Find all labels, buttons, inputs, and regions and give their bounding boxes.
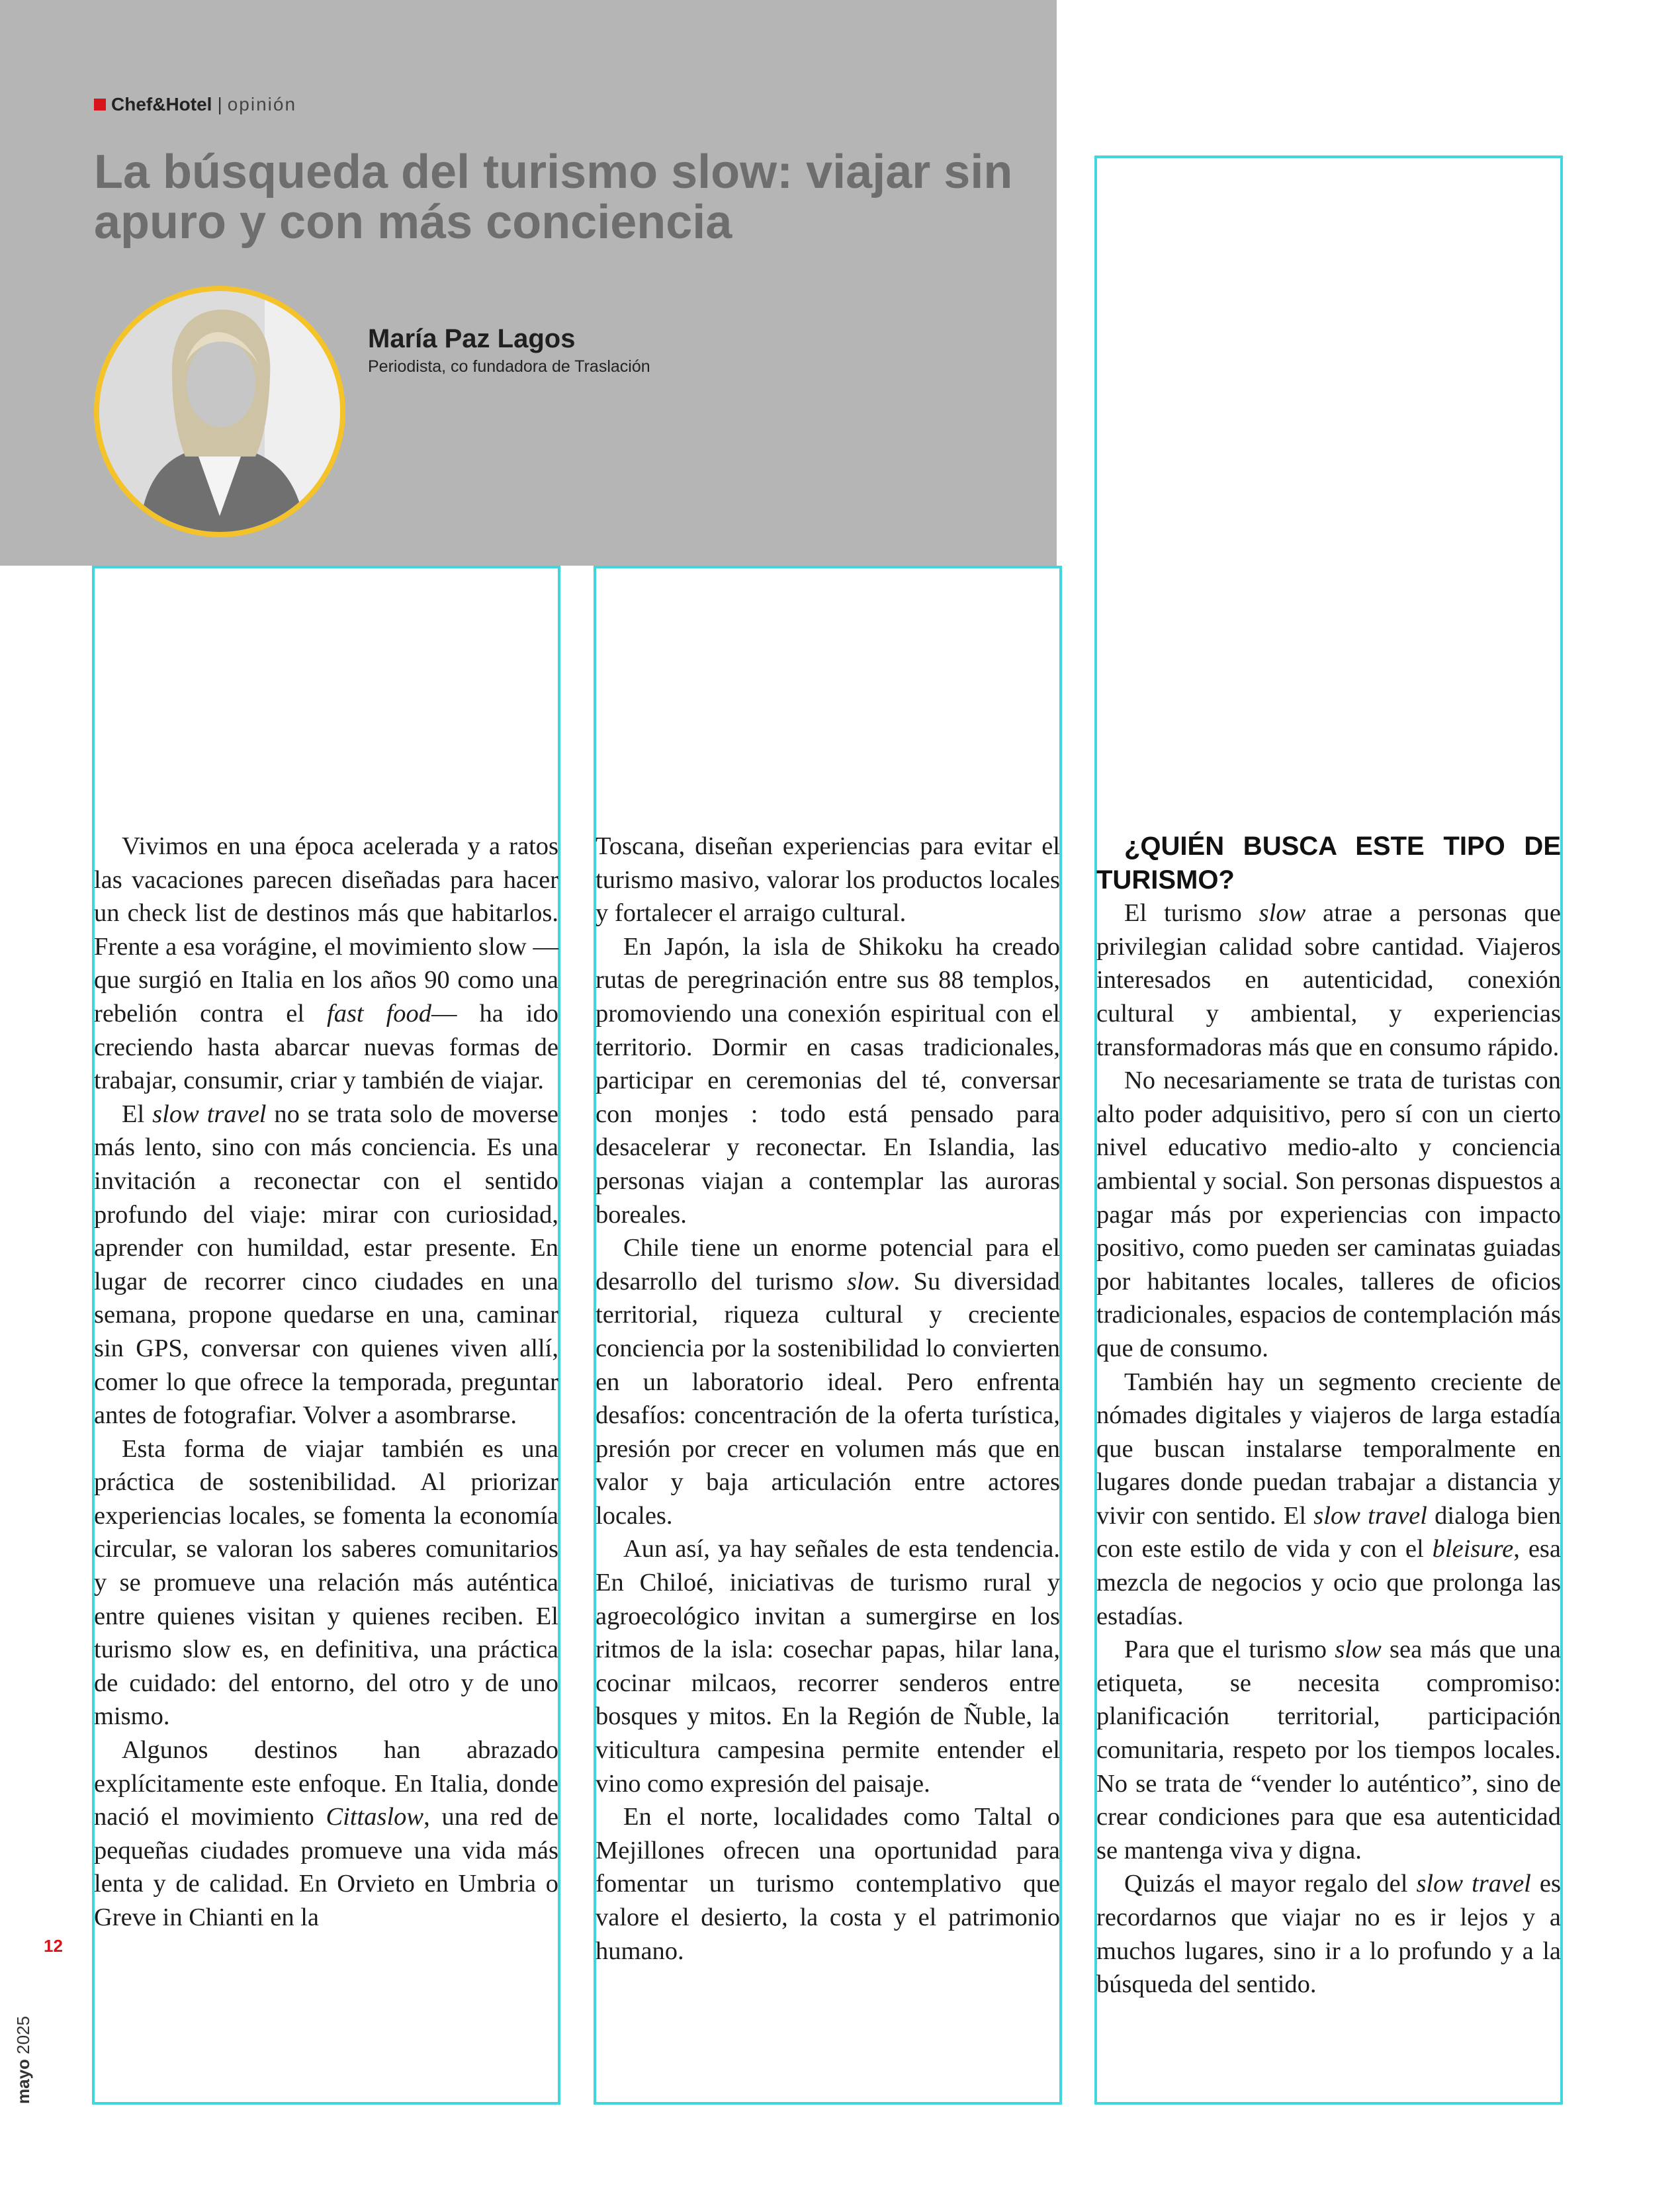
paragraph: También hay un segmento creciente de nómades digitales y viajeros de larga estadía que buscan instalarse temporalmente en lugares donde puedan trabajar a distancia y vivir con sentido. El slow travel dialoga bien con este estilo de vida y con el bleisure, esa mezcla de negocios y ocio que prolonga las estadías. [1096,1368,1561,1630]
author-role: Periodista, co fundadora de Traslación [368,357,650,376]
paragraph: Toscana, diseñan experiencias para evitar el turismo masivo, valorar los productos locales y fortalecer el arraigo cultural. [596,832,1060,928]
article-column-2 [596,830,1060,1968]
author-portrait [94,286,345,537]
article-column-1 [94,830,558,1935]
paragraph: Esta forma de viajar también es una práctica de sostenibilidad. Al priorizar experiencias locales, se fomenta la economía circular, se valoran los saberes comunitarios y se promueve una relación más auténtica entre quienes visitan y quienes reciben. El turismo slow es, en definitiva, una práctica de cuidado: del entorno, del otro y de uno mismo. [94,1434,558,1731]
paragraph: Vivimos en una época acelerada y a ratos las vacaciones parecen diseñadas para hacer un check list de destinos más que habitarlos. Frente a esa vorágine, el movimiento slow —que surgió en Italia en los años 90 como una rebelión contra el fast food— ha ido creciendo hasta abarcar nuevas formas de trabajar, consumir, criar y también de viajar. [94,832,558,1095]
brand-label: Chef&Hotel [111,94,212,114]
subheading: ¿QUIÉN BUSCA ESTE TIPO DE TURISMO? [1096,832,1561,895]
paragraph: En Japón, la isla de Shikoku ha creado rutas de peregrinación entre sus 88 templos, promoviendo una conexión espiritual con el territorio. Dormir en casas tradicionales, participar en ceremonias del té, conversar con monjes : todo está pensado para desacelerar y reconectar. En Islandia, las personas viajan a contemplar las auroras boreales. [596,932,1060,1229]
paragraph: En el norte, localidades como Taltal o Mejillones ofrecen una oportunidad para fomentar un turismo contemplativo que valore el desierto, la costa y el patrimonio humano. [596,1803,1060,1965]
portrait-photo [99,291,340,532]
paragraph: Quizás el mayor regalo del slow travel es recordarnos que viajar no es ir lejos y a muchos lugares, sino ir a lo profundo y a la búsqueda del sentido. [1096,1870,1561,1999]
kicker [94,94,296,115]
issue-date: mayo 2025 [13,2016,33,2104]
article-title: La búsqueda del turismo slow: viajar sin apuro y con más conciencia [94,146,1013,249]
paragraph: No necesariamente se trata de turistas con alto poder adquisitivo, pero sí con un cierto nivel educativo medio-alto y conciencia ambiental y social. Son personas dispuestos a pagar más por experiencias con impacto positivo, como pueden ser caminatas guiadas por habitantes locales, talleres de oficios tradicionales, espacios de contemplación más que de consumo. [1096,1067,1561,1362]
paragraph: Para que el turismo slow sea más que una etiqueta, se necesita compromiso: planificación territorial, participación comunitaria, respeto por los tiempos locales. No se trata de “vender lo auténtico”, sino de crear condiciones para que esa autenticidad se mantenga viva y digna. [1096,1636,1561,1864]
section-label: opinión [227,94,297,114]
paragraph: Algunos destinos han abrazado explícitamente este enfoque. En Italia, donde nació el movimiento Cittaslow, una red de pequeñas ciudades promueve una vida más lenta y de calidad. En Orvieto en Umbria o Greve in Chianti en la [94,1736,558,1931]
article-column-3 [1096,830,1561,2001]
paragraph: Aun así, ya hay señales de esta tendencia. En Chiloé, iniciativas de turismo rural y agroecológico invitan a sumergirse en los ritmos de la isla: cosechar papas, hilar lana, cocinar milcaos, recorrer senderos entre bosques y mitos. En la Región de Ñuble, la viticultura campesina permite entender el vino como expresión del paisaje. [596,1535,1060,1798]
red-square-icon [94,99,106,110]
kicker-separator: | [217,94,222,114]
paragraph: El slow travel no se trata solo de moverse más lento, sino con más conciencia. Es una invitación a reconectar con el sentido profundo del viaje: mirar con curiosidad, aprender con humildad, estar presente. En lugar de recorrer cinco ciudades en una semana, propone quedarse en una, caminar sin GPS, conversar con quienes viven allí, comer lo que ofrece la temporada, preguntar antes de fotografiar. Volver a asombrarse. [94,1100,558,1430]
paragraph: El turismo slow atrae a personas que privilegian calidad sobre cantidad. Viajeros interesados en autenticidad, conexión cultural y ambiental, y experiencias transformadoras más que en consumo rápido. [1096,899,1562,1061]
author-name: María Paz Lagos [368,324,576,353]
paragraph: Chile tiene un enorme potencial para el desarrollo del turismo slow. Su diversidad territorial, riqueza cultural y creciente conciencia por la sostenibilidad lo convierten en un laboratorio ideal. Pero enfrenta desafíos: concentración de la oferta turística, presión por crecer en volumen más que en valor y baja articulación entre actores locales. [596,1234,1060,1530]
page-number: 12 [44,1936,63,1956]
